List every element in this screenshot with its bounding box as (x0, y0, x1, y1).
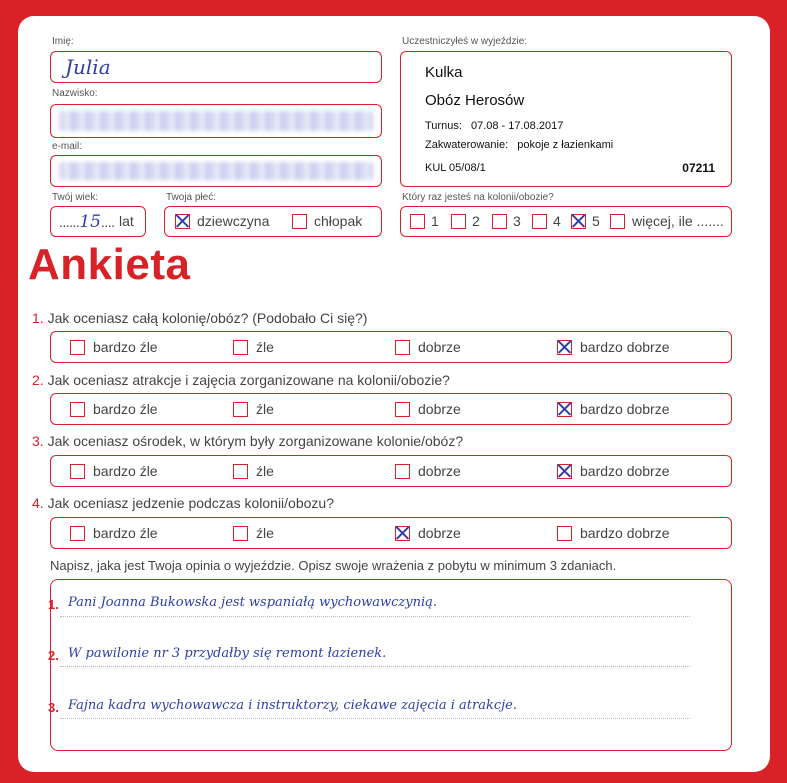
camp-code: KUL 05/08/1 (425, 162, 486, 174)
q4-checkbox-very-bad[interactable] (70, 526, 85, 541)
q1-checkbox-very-bad[interactable] (70, 340, 85, 355)
q2-option-very-bad: bardzo źle (93, 401, 158, 417)
answer-2-number: 2. (48, 648, 59, 663)
q2-option-bad: źle (256, 401, 274, 417)
q3-option-very-bad: bardzo źle (93, 463, 158, 479)
answer-3-number: 3. (48, 700, 59, 715)
question-2: 2. Jak oceniasz atrakcje i zajęcia zorganizowane na kolonii/obozie? (32, 372, 450, 388)
accommodation-value: pokoje z łazienkami (517, 139, 614, 151)
q1-option-very-bad: bardzo źle (93, 339, 158, 355)
times-option-4: 4 (553, 213, 561, 229)
times-checkbox-5[interactable] (571, 214, 586, 229)
times-option-3: 3 (513, 213, 521, 229)
gender-label: Twoja płeć: (166, 192, 217, 203)
times-checkbox-2[interactable] (451, 214, 466, 229)
q4-checkbox-bad[interactable] (233, 526, 248, 541)
answer-1-text: Pani Joanna Bukowska jest wspaniałą wychowawczynią. (68, 595, 438, 610)
last-name-label: Nazwisko: (52, 88, 98, 99)
gender-checkbox-girl[interactable] (175, 214, 190, 229)
q1-option-good: dobrze (418, 339, 461, 355)
q2-checkbox-bad[interactable] (233, 402, 248, 417)
answer-3-text: Fajna kadra wychowawcza i instruktorzy, ciekawe zajęcia i atrakcje. (68, 698, 517, 713)
times-checkbox-more[interactable] (610, 214, 625, 229)
times-option-5: 5 (592, 213, 600, 229)
q2-checkbox-very-bad[interactable] (70, 402, 85, 417)
q2-checkbox-very-good[interactable] (557, 402, 572, 417)
q1-checkbox-bad[interactable] (233, 340, 248, 355)
q3-checkbox-good[interactable] (395, 464, 410, 479)
times-option-more: więcej, ile ....... (632, 213, 724, 229)
age-unit: lat (119, 213, 134, 229)
survey-title: Ankieta (28, 240, 191, 289)
q4-option-good: dobrze (418, 525, 461, 541)
times-checkbox-4[interactable] (532, 214, 547, 229)
q2-option-good: dobrze (418, 401, 461, 417)
q4-option-very-bad: bardzo źle (93, 525, 158, 541)
q3-option-very-good: bardzo dobrze (580, 463, 670, 479)
q1-checkbox-very-good[interactable] (557, 340, 572, 355)
age-field[interactable] (50, 206, 146, 237)
q3-option-bad: źle (256, 463, 274, 479)
age-dots-left: ...... (59, 214, 80, 230)
answer-line-2 (60, 666, 690, 667)
last-name-field[interactable] (50, 104, 382, 138)
email-field[interactable] (50, 155, 382, 187)
gender-option-boy: chłopak (314, 213, 363, 229)
q1-checkbox-good[interactable] (395, 340, 410, 355)
age-dots-right: .... (100, 214, 115, 230)
q3-checkbox-very-good[interactable] (557, 464, 572, 479)
answer-line-3 (60, 718, 690, 719)
accommodation-label: Zakwaterowanie: (425, 139, 509, 151)
q4-option-very-good: bardzo dobrze (580, 525, 670, 541)
email-label: e-mail: (52, 141, 83, 152)
times-checkbox-1[interactable] (410, 214, 425, 229)
answer-2-text: W pawilonie nr 3 przydałby się remont łazienek. (68, 646, 387, 661)
q3-checkbox-very-bad[interactable] (70, 464, 85, 479)
q3-option-good: dobrze (418, 463, 461, 479)
q4-option-bad: źle (256, 525, 274, 541)
email-redacted (59, 162, 373, 180)
first-name-label: Imię: (52, 36, 74, 47)
q1-option-bad: źle (256, 339, 274, 355)
times-label: Który raz jesteś na kolonii/obozie? (402, 192, 554, 203)
q3-checkbox-bad[interactable] (233, 464, 248, 479)
turnus-value: 07.08 - 17.08.2017 (470, 120, 564, 132)
times-option-2: 2 (472, 213, 480, 229)
last-name-redacted (59, 111, 373, 131)
q2-checkbox-good[interactable] (395, 402, 410, 417)
times-checkbox-3[interactable] (492, 214, 507, 229)
question-3: 3. Jak oceniasz ośrodek, w którym były zorganizowane kolonie/obóz? (32, 433, 464, 449)
camp-number: 07211 (682, 161, 715, 175)
q2-option-very-good: bardzo dobrze (580, 401, 670, 417)
participation-label: Uczestniczyłeś w wyjeździe: (402, 36, 528, 47)
camp-subtitle: Obóz Herosów (425, 92, 525, 109)
gender-option-girl: dziewczyna (197, 213, 270, 229)
age-value: 15 (79, 212, 101, 232)
q4-checkbox-very-good[interactable] (557, 526, 572, 541)
question-1: 1. Jak oceniasz całą kolonię/obóz? (Podobało Ci się?) (32, 310, 368, 326)
answer-line-1 (60, 616, 690, 617)
question-4: 4. Jak oceniasz jedzenie podczas kolonii/obozu? (32, 495, 334, 511)
camp-name: Kulka (425, 64, 463, 81)
first-name-field[interactable] (50, 51, 382, 83)
q1-option-very-good: bardzo dobrze (580, 339, 670, 355)
camp-info-box (400, 51, 732, 187)
times-option-1: 1 (431, 213, 439, 229)
opinion-prompt: Napisz, jaka jest Twoja opinia o wyjeździe. Opisz swoje wrażenia z pobytu w minimum 3 zdaniach. (50, 558, 617, 573)
q4-checkbox-good[interactable] (395, 526, 410, 541)
gender-checkbox-boy[interactable] (292, 214, 307, 229)
first-name-value: Julia (65, 55, 111, 79)
answer-1-number: 1. (48, 597, 59, 612)
turnus-label: Turnus: (425, 120, 462, 132)
age-label: Twój wiek: (52, 192, 99, 203)
